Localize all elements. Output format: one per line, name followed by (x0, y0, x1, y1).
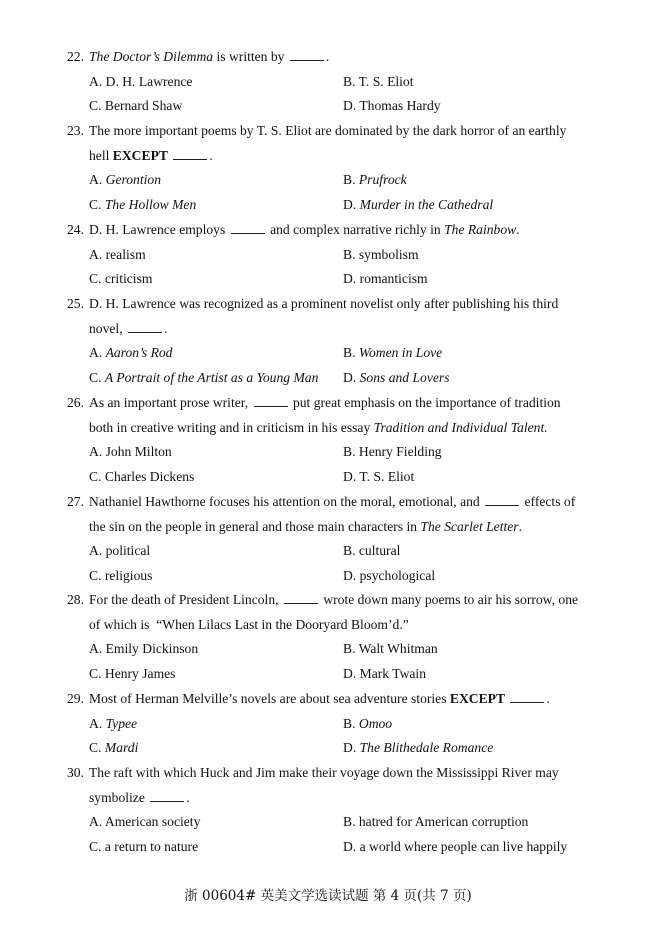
option-text: political (105, 543, 151, 559)
options-row (67, 366, 612, 391)
option-label: D. (343, 369, 357, 385)
option-text: symbolism (358, 246, 419, 262)
option-text: Thomas Hardy (359, 98, 441, 114)
option-label: C. (89, 271, 102, 287)
option-label: B. (343, 641, 356, 657)
question-number: 26. (67, 395, 84, 410)
question-27 (67, 490, 612, 588)
option-text: T. S. Eliot (359, 468, 415, 484)
option-text: Emily Dickinson (105, 641, 199, 657)
answer-blank (150, 788, 184, 802)
option-text: Gerontion (105, 172, 162, 188)
option-label: D. (343, 468, 357, 484)
option-a (89, 539, 150, 564)
option-label: A. (89, 715, 103, 731)
stem-text: As an important prose writer, (89, 395, 252, 410)
emphasis-text: EXCEPT (449, 691, 506, 706)
option-c (89, 193, 196, 218)
options-row (67, 440, 612, 465)
option-d (343, 662, 426, 687)
options-row (67, 267, 612, 292)
emphasis-text: EXCEPT (112, 147, 168, 163)
option-d (343, 564, 435, 589)
option-text: Aaron’s Rod (105, 345, 173, 361)
option-b (343, 243, 419, 268)
question-number: 24. (67, 222, 84, 237)
option-text: Murder in the Cathedral (359, 196, 494, 212)
option-text: romanticism (359, 271, 428, 287)
options-row (67, 564, 612, 589)
option-text: a return to nature (104, 838, 199, 854)
option-label: B. (343, 172, 356, 188)
option-label: B. (343, 814, 356, 830)
stem-text: Most of Herman Melville’s novels are about sea adventure stories (89, 691, 450, 706)
option-label: D. (343, 271, 357, 287)
question-stem (67, 119, 612, 144)
options-row (67, 539, 612, 564)
option-b (343, 810, 528, 835)
question-number: 25. (67, 296, 84, 311)
option-text: hatred for American corruption (358, 814, 529, 830)
options-row (67, 465, 612, 490)
option-text: cultural (358, 543, 401, 559)
option-a (89, 243, 146, 268)
option-a (89, 712, 137, 737)
question-24 (67, 218, 612, 292)
stem-text: put great emphasis on the importance of tradition (289, 395, 561, 410)
question-stem-continued (67, 144, 612, 169)
option-text: A Portrait of the Artist as a Young Man (104, 369, 319, 385)
option-text: D. H. Lawrence (105, 73, 193, 89)
option-label: D. (343, 665, 357, 681)
question-number: 29. (67, 691, 84, 706)
stem-text: . (325, 49, 330, 64)
option-b (343, 539, 400, 564)
option-label: B. (343, 73, 356, 89)
answer-blank (128, 319, 162, 333)
stem-text: . (186, 789, 190, 805)
option-label: A. (89, 172, 103, 188)
option-text: Sons and Lovers (359, 369, 450, 385)
question-stem-continued (67, 515, 612, 540)
option-text: Bernard Shaw (104, 98, 183, 114)
stem-text: symbolize (89, 789, 149, 805)
question-30 (67, 761, 612, 859)
question-stem (67, 588, 612, 613)
option-c (89, 736, 138, 761)
stem-text: . (516, 222, 520, 237)
stem-text: of which is “When Lilacs Last in the Dooryard Bloom’d.” (89, 616, 409, 632)
option-label: B. (343, 543, 356, 559)
options-row (67, 662, 612, 687)
options-row (67, 243, 612, 268)
answer-blank (510, 689, 544, 703)
option-label: D. (343, 98, 357, 114)
stem-text: the sin on the people in general and those main characters in (89, 518, 421, 534)
option-b (343, 341, 442, 366)
stem-text: Nathaniel Hawthorne focuses his attention on the moral, emotional, and (89, 494, 484, 509)
option-c (89, 465, 194, 490)
question-stem (67, 391, 612, 416)
option-a (89, 168, 161, 193)
option-b (343, 440, 442, 465)
option-d (343, 94, 441, 119)
question-stem (67, 687, 612, 712)
options-row (67, 810, 612, 835)
option-c (89, 366, 318, 391)
option-label: D. (343, 196, 357, 212)
question-26 (67, 391, 612, 489)
option-text: T. S. Eliot (358, 73, 414, 89)
stem-text: and complex narrative richly in (266, 222, 445, 237)
option-label: A. (89, 814, 103, 830)
work-title: Tradition and Individual Talent. (373, 419, 548, 435)
option-d (343, 366, 450, 391)
option-label: C. (89, 369, 102, 385)
option-d (343, 835, 567, 860)
option-b (343, 637, 438, 662)
option-label: B. (343, 246, 356, 262)
option-a (89, 70, 192, 95)
option-label: B. (343, 715, 356, 731)
option-label: D. (343, 838, 357, 854)
question-29 (67, 687, 612, 761)
option-text: Mark Twain (359, 665, 427, 681)
options-row (67, 70, 612, 95)
answer-blank (173, 146, 207, 160)
option-text: Mardi (104, 740, 139, 756)
answer-blank (254, 393, 288, 407)
answer-blank (231, 220, 265, 234)
question-number: 22. (67, 49, 84, 64)
option-text: Charles Dickens (104, 468, 195, 484)
option-b (343, 712, 392, 737)
option-text: Typee (105, 715, 138, 731)
option-text: Women in Love (358, 345, 443, 361)
options-row (67, 637, 612, 662)
question-22 (67, 45, 612, 119)
option-label: A. (89, 641, 103, 657)
question-stem (67, 292, 612, 317)
option-a (89, 440, 172, 465)
question-stem (67, 761, 612, 786)
stem-text: The raft with which Huck and Jim make their voyage down the Mississippi River may (89, 765, 559, 780)
option-text: American society (104, 814, 201, 830)
option-label: B. (343, 345, 356, 361)
option-text: John Milton (105, 444, 172, 460)
option-text: The Blithedale Romance (359, 740, 494, 756)
question-stem (67, 490, 612, 515)
option-text: realism (105, 246, 146, 262)
stem-text: D. H. Lawrence was recognized as a prominent novelist only after publishing his third (89, 296, 559, 311)
stem-text: D. H. Lawrence employs (89, 222, 229, 237)
question-number: 23. (67, 123, 84, 138)
option-label: A. (89, 543, 103, 559)
stem-text: hell (89, 147, 113, 163)
option-label: A. (89, 246, 103, 262)
option-label: C. (89, 838, 102, 854)
option-c (89, 267, 152, 292)
option-label: D. (343, 567, 357, 583)
stem-text: effects of (521, 494, 576, 509)
stem-text: is written by (213, 49, 288, 64)
option-a (89, 637, 198, 662)
option-b (343, 70, 414, 95)
option-text: psychological (359, 567, 436, 583)
option-text: Henry James (104, 665, 176, 681)
options-row (67, 712, 612, 737)
option-label: C. (89, 98, 102, 114)
option-c (89, 835, 198, 860)
option-text: The Hollow Men (104, 196, 197, 212)
answer-blank (485, 492, 519, 506)
work-title: The Scarlet Letter (420, 518, 519, 534)
option-label: C. (89, 740, 102, 756)
option-d (343, 465, 414, 490)
option-label: C. (89, 567, 102, 583)
option-text: Henry Fielding (358, 444, 442, 460)
question-number: 28. (67, 592, 84, 607)
option-text: religious (104, 567, 153, 583)
option-d (343, 193, 493, 218)
option-text: Omoo (358, 715, 393, 731)
option-d (343, 267, 428, 292)
question-stem-continued (67, 317, 612, 342)
stem-text: . (518, 518, 522, 534)
stem-text: The more important poems by T. S. Eliot are dominated by the dark horror of an earthly (89, 123, 567, 138)
option-b (343, 168, 407, 193)
stem-text: both in creative writing and in criticism in his essay (89, 419, 374, 435)
option-label: C. (89, 665, 102, 681)
stem-text: . (546, 691, 550, 706)
stem-text: For the death of President Lincoln, (89, 592, 282, 607)
option-label: B. (343, 444, 356, 460)
option-text: a world where people can live happily (359, 838, 568, 854)
options-row (67, 736, 612, 761)
question-number: 30. (67, 765, 84, 780)
options-row (67, 835, 612, 860)
option-c (89, 564, 152, 589)
page-footer: 浙 00604# 英美文学选读试题 第 4 页(共 7 页) (184, 888, 472, 904)
options-row (67, 341, 612, 366)
options-row (67, 94, 612, 119)
option-d (343, 736, 493, 761)
question-25 (67, 292, 612, 390)
work-title: The Rainbow (444, 222, 517, 237)
question-28 (67, 588, 612, 686)
option-label: C. (89, 196, 102, 212)
option-text: Walt Whitman (358, 641, 438, 657)
option-a (89, 810, 200, 835)
option-c (89, 94, 182, 119)
options-row (67, 168, 612, 193)
question-stem (67, 45, 612, 70)
option-text: Prufrock (358, 172, 407, 188)
option-label: A. (89, 345, 103, 361)
option-label: A. (89, 73, 103, 89)
option-c (89, 662, 175, 687)
option-label: D. (343, 740, 357, 756)
question-23 (67, 119, 612, 217)
stem-text: . (209, 147, 213, 163)
option-label: C. (89, 468, 102, 484)
stem-text: . (164, 320, 168, 336)
question-stem-continued (67, 613, 612, 638)
options-row (67, 193, 612, 218)
question-number: 27. (67, 494, 84, 509)
question-stem-continued (67, 786, 612, 811)
question-stem-continued (67, 416, 612, 441)
answer-blank (290, 47, 324, 61)
answer-blank (284, 590, 318, 604)
stem-text: novel, (89, 320, 126, 336)
option-label: A. (89, 444, 103, 460)
work-title: The Doctor’s Dilemma (89, 49, 214, 64)
option-text: criticism (104, 271, 153, 287)
stem-text: wrote down many poems to air his sorrow, one (319, 592, 579, 607)
option-a (89, 341, 172, 366)
question-stem (67, 218, 612, 243)
